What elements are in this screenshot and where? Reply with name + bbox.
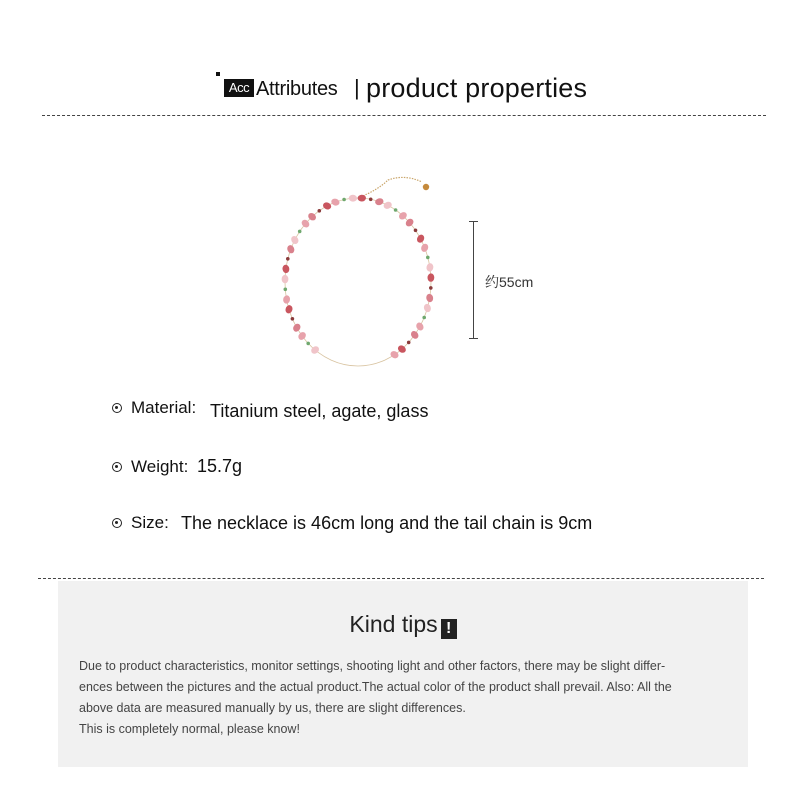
agate-bead xyxy=(357,194,366,201)
seed-bead xyxy=(394,208,398,212)
agate-bead xyxy=(423,303,432,313)
seed-bead xyxy=(369,198,373,202)
header-accent-dot xyxy=(216,72,220,76)
agate-bead xyxy=(281,275,288,284)
tips-line: This is completely normal, please know! xyxy=(79,722,300,736)
section-header xyxy=(0,68,800,108)
agate-bead xyxy=(409,329,420,340)
tips-line: Due to product characteristics, monitor settings, shooting light and other factors, there may be slight differ- xyxy=(79,659,666,673)
header-title-en: Attributes xyxy=(256,78,338,100)
tips-line: above data are measured manually by us, there are slight differences. xyxy=(79,701,466,715)
exclamation-icon: ! xyxy=(441,619,457,639)
seed-bead xyxy=(426,256,430,260)
bullet-icon xyxy=(112,403,122,413)
size-ruler-line xyxy=(473,221,474,339)
agate-bead xyxy=(389,350,400,360)
bullet-icon xyxy=(112,518,122,528)
agate-bead xyxy=(374,197,384,206)
agate-bead xyxy=(282,295,290,305)
property-label: Weight: xyxy=(131,457,189,476)
agate-bead xyxy=(420,243,430,253)
agate-bead xyxy=(292,322,302,333)
seed-bead xyxy=(342,198,346,202)
seed-bead xyxy=(407,341,411,345)
agate-bead xyxy=(382,200,392,210)
agate-bead xyxy=(322,201,332,211)
seed-bead xyxy=(306,342,310,346)
header-separator: | xyxy=(354,75,360,100)
agate-bead xyxy=(290,235,300,246)
agate-bead xyxy=(286,244,296,254)
seed-bead xyxy=(286,257,290,261)
property-label: Size: xyxy=(131,513,169,532)
kind-tips-title-text: Kind tips xyxy=(349,611,438,637)
bullet-icon xyxy=(112,462,122,472)
agate-bead xyxy=(427,273,434,282)
chain-end-bead xyxy=(423,184,429,190)
kind-tips-title xyxy=(58,611,748,639)
property-label: Material: xyxy=(131,398,197,417)
seed-bead xyxy=(298,230,302,234)
size-ruler-cap-bottom xyxy=(469,338,478,339)
agate-bead xyxy=(282,264,290,273)
property-value: 15.7g xyxy=(197,456,243,476)
property-value: The necklace is 46cm long and the tail chain is 9cm xyxy=(181,513,593,533)
agate-bead xyxy=(348,195,357,202)
seed-bead xyxy=(318,209,322,213)
property-value: Titanium steel, agate, glass xyxy=(210,401,429,421)
seed-bead xyxy=(422,316,426,320)
bottom-dashed-divider xyxy=(38,578,764,579)
agate-bead xyxy=(284,304,293,314)
seed-bead xyxy=(291,317,295,321)
size-ruler-label: 约55cm xyxy=(485,274,534,290)
seed-bead xyxy=(429,286,433,290)
agate-bead xyxy=(297,331,308,342)
necklace-image xyxy=(270,160,450,380)
top-dashed-divider xyxy=(42,115,766,116)
kind-tips-panel xyxy=(58,581,748,767)
agate-bead xyxy=(330,198,340,207)
header-title-main: product properties xyxy=(366,73,588,103)
agate-bead xyxy=(415,321,425,332)
agate-bead xyxy=(416,233,426,244)
header-acc-badge: Acc xyxy=(224,79,254,97)
tips-line: ences between the pictures and the actual product.The actual color of the product shall prevail. Also: All the xyxy=(79,680,672,694)
tail-chain xyxy=(358,177,422,198)
agate-bead xyxy=(426,293,434,303)
agate-bead xyxy=(426,263,434,272)
size-ruler-cap-top xyxy=(469,221,478,222)
kind-tips-body xyxy=(79,656,734,740)
seed-bead xyxy=(284,288,288,292)
seed-bead xyxy=(414,229,418,233)
